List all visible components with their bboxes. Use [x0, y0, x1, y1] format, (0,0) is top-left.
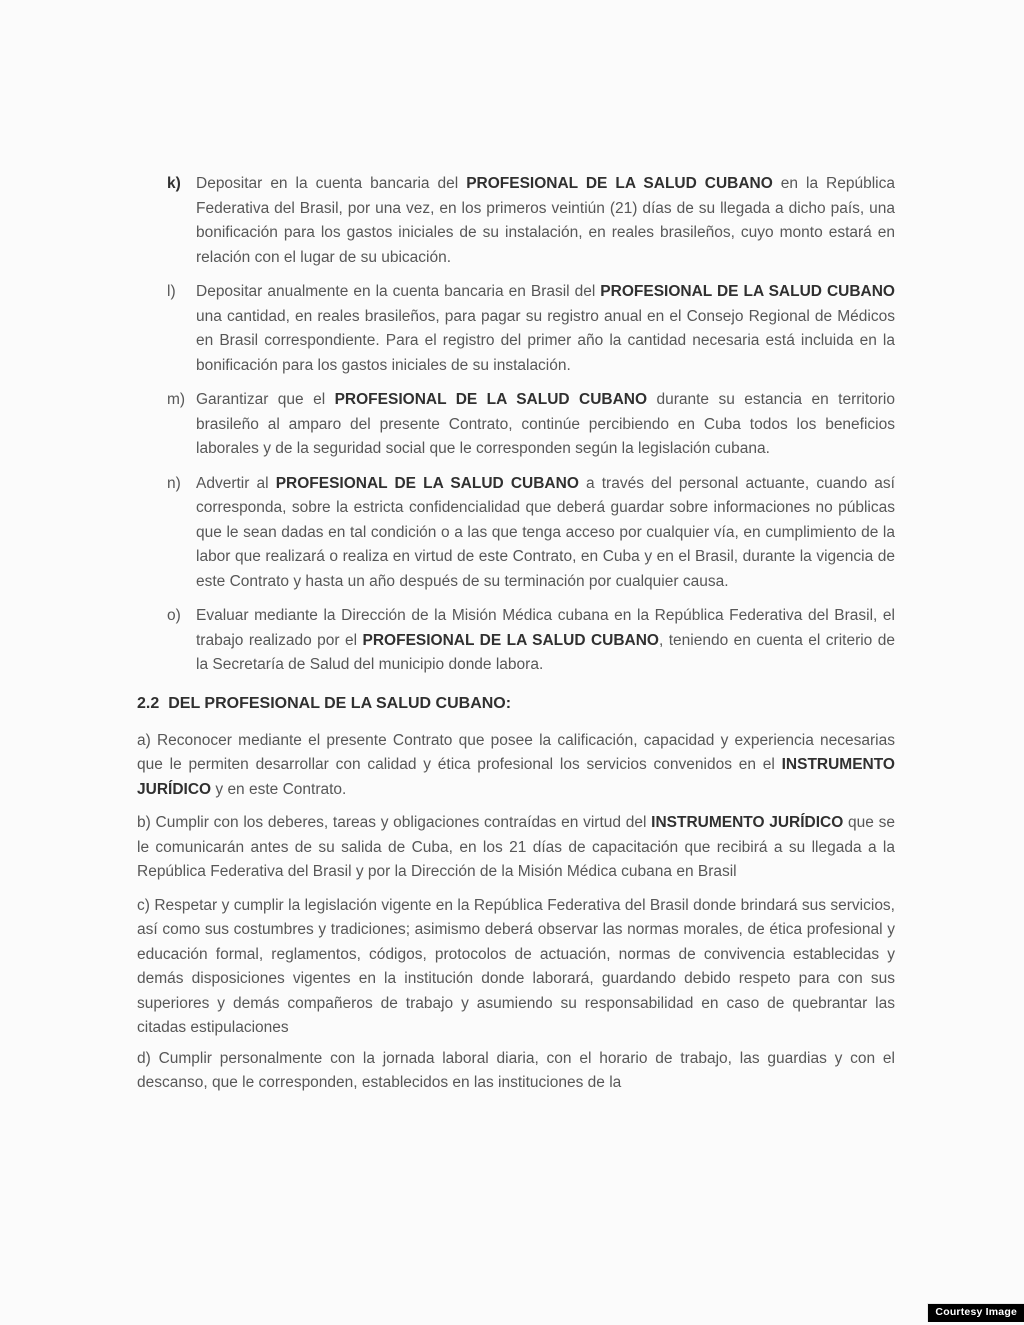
paragraph-d — [137, 1047, 895, 1096]
text-run: una cantidad, en reales brasileños, para pagar su registro anual en el Consejo Regional de Médicos en Brasil correspondiente. Para el registro del primer año la cantidad necesaria está incluida en la bonificación para los gastos iniciales de su instalación. — [196, 307, 895, 374]
section-title: DEL PROFESIONAL DE LA SALUD CUBANO: — [168, 694, 512, 712]
text-run-bold: PROFESIONAL DE LA SALUD CUBANO — [466, 175, 773, 192]
text-run: Depositar anualmente en la cuenta bancaria en Brasil del — [196, 283, 601, 300]
text-run: a través del personal actuante, cuando así corresponda, sobre la estricta confidencialidad que deberá guardar sobre informaciones no públicas que le sean dadas en tal condición o a las que tenga acceso por cualquier vía, en cumplimiento de la labor que realizará o realiza en virtud de este Contrato, en Cuba y en el Brasil, durante la vigencia de este Contrato y hasta un año después de su terminación por cualquier causa. — [196, 474, 895, 590]
text-run: a) Reconocer mediante el presente Contrato que posee la calificación, capacidad y experiencia necesarias que le permiten desarrollar con calidad y ética profesional los servicios convenidos en el — [137, 731, 895, 773]
section-number: 2.2 — [137, 694, 160, 712]
section-heading — [137, 692, 895, 716]
paragraph-a — [137, 729, 895, 803]
list-item-o-text — [196, 604, 895, 678]
text-run: b) Cumplir con los deberes, tareas y obligaciones contraídas en virtud del — [137, 814, 652, 831]
paragraph-b — [137, 811, 895, 885]
list-marker-m: m) — [167, 391, 186, 408]
list-item-l — [137, 280, 895, 378]
list-marker-n: n) — [167, 474, 181, 492]
text-run-bold: PROFESIONAL DE LA SALUD CUBANO — [275, 474, 579, 492]
text-run: Depositar en la cuenta bancaria del — [196, 175, 467, 192]
text-run: que se le comunicarán antes de su salida de Cuba, en los 21 días de capacitación que recibirá a su llegada a la República Federativa del Brasil y por la Dirección de la Misión Médica cubana en Brasil — [137, 814, 895, 880]
paragraph-c — [137, 894, 895, 1041]
text-run-bold: PROFESIONAL DE LA SALUD CUBANO — [334, 391, 648, 408]
text-run: en la República Federativa del Brasil, por una vez, en los primeros veintiún (21) días de su llegada a dicho país, una bonificación para los gastos iniciales de su instalación, en reales brasileños, cuyo monto estará en relación con el lugar de su ubicación. — [196, 175, 895, 266]
list-item-m-text — [196, 388, 895, 462]
text-run: , teniendo en cuenta el criterio de la Secretaría de Salud del municipio donde labora. — [196, 631, 895, 673]
list-item-n-text — [196, 472, 895, 595]
contract-text-block — [137, 172, 895, 1105]
list-item-n — [137, 472, 895, 595]
list-item-l-text — [196, 280, 895, 378]
text-run: Garantizar que el — [196, 391, 335, 408]
list-item-k — [137, 172, 895, 270]
list-item-k-text — [196, 172, 895, 270]
text-run: Advertir al — [196, 474, 276, 492]
text-run-bold: INSTRUMENTO JURÍDICO — [651, 814, 844, 831]
courtesy-image-badge: Courtesy Image — [927, 1303, 1024, 1322]
text-run: durante su estancia en territorio brasileño al amparo del presente Contrato, continúe percibiendo en Cuba todos los beneficios laborales y de la seguridad social que le corresponden según la legislación cubana. — [196, 391, 895, 457]
text-run: c) Respetar y cumplir la legislación vigente en la República Federativa del Brasil donde brindará sus servicios, así como sus costumbres y tradiciones; asimismo deberá observar las normas morales, de ética profesional y educación formal, reglamentos, códigos, protocolos de actuación, normas de convivencia establecidas y demás disposiciones vigentes en la institución donde laborará, guardando debido respeto para con sus superiores y demás compañeros de trabajo y asumiendo su responsabilidad en caso de quebrantar las citadas estipulaciones — [137, 896, 895, 1036]
list-item-m — [137, 388, 895, 462]
text-run-bold: INSTRUMENTO JURÍDICO — [137, 756, 895, 798]
list-marker-k: k) — [167, 175, 181, 192]
text-run: y en este Contrato. — [211, 780, 347, 798]
list-marker-o: o) — [167, 607, 181, 624]
text-run-bold: PROFESIONAL DE LA SALUD CUBANO — [600, 283, 895, 300]
list-item-o — [137, 604, 895, 678]
text-run: Evaluar mediante la Dirección de la Misión Médica cubana en la República Federativa del Brasil, el trabajo realizado por el — [196, 607, 895, 649]
text-run-bold: PROFESIONAL DE LA SALUD CUBANO — [362, 631, 659, 649]
list-marker-l: l) — [167, 283, 176, 300]
text-run: d) Cumplir personalmente con la jornada laboral diaria, con el horario de trabajo, las guardias y con el descanso, que le corresponden, establecidos en las instituciones de la — [137, 1049, 895, 1091]
